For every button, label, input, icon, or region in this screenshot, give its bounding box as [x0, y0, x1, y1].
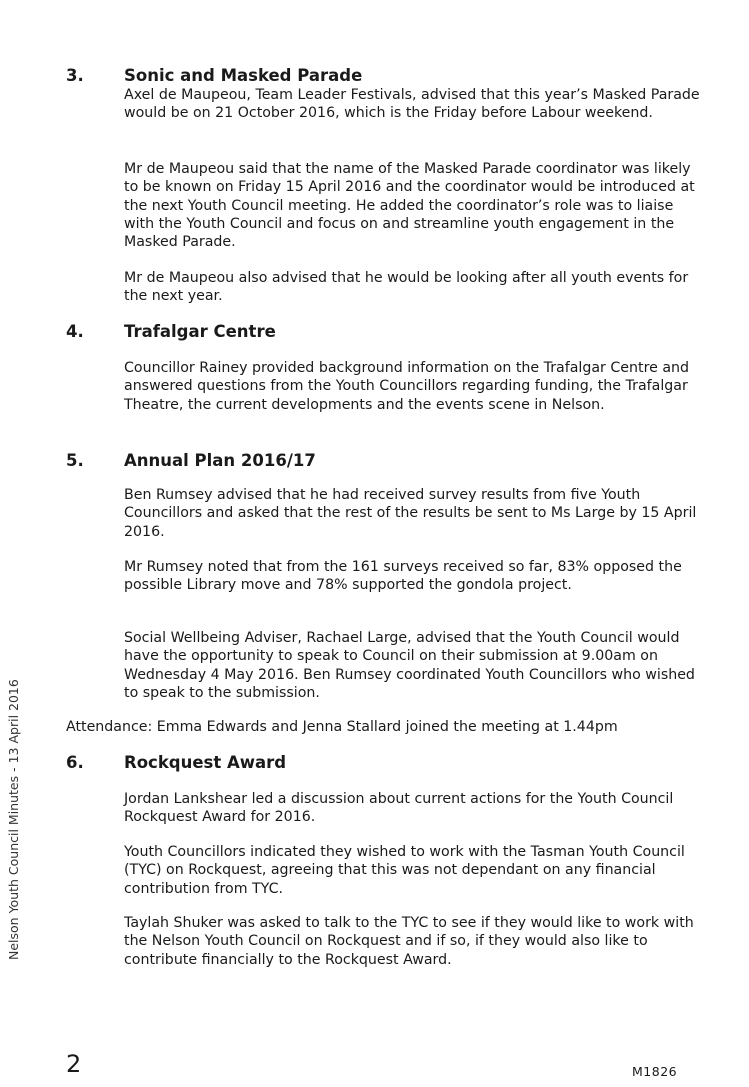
paragraph: Mr de Maupeou also advised that he would be looking after all youth events for the next year. [124, 270, 689, 305]
paragraph: Social Wellbeing Adviser, Rachael Large, advised that the Youth Council would have the opportunity to speak to Council on their submission at 9.00am on Wednesday 4 May 2016. Ben Rumsey coordinated Youth Councillors who wished to speak to the submission. [124, 630, 695, 701]
paragraph: Jordan Lankshear led a discussion about current actions for the Youth Council Rockquest Award for 2016. [124, 791, 674, 826]
paragraph: Youth Councillors indicated they wished to work with the Tasman Youth Council (TYC) on Rockquest, agreeing that this was not dependant on any financial contribution from TYC. [124, 844, 685, 897]
section-number: 3. [66, 66, 84, 85]
paragraph: Ben Rumsey advised that he had received survey results from five Youth Councillors and asked that the rest of the results be sent to Ms Large by 15 April 2016. [124, 487, 697, 540]
attendance-note: Attendance: Emma Edwards and Jenna Stallard joined the meeting at 1.44pm [66, 719, 618, 735]
section-number: 5. [66, 451, 84, 470]
section-heading: Sonic and Masked Parade [124, 66, 363, 85]
section-number: 4. [66, 322, 84, 341]
paragraph: Councillor Rainey provided background information on the Trafalgar Centre and answered questions from the Youth Councillors regarding funding, the Trafalgar Theatre, the current developments and the events scene in Nelson. [124, 360, 690, 413]
section-heading: Rockquest Award [124, 753, 287, 772]
section-heading: Annual Plan 2016/17 [124, 451, 316, 470]
paragraph: Axel de Maupeou, Team Leader Festivals, advised that this year’s Masked Parade would be on 21 October 2016, which is the Friday before Labour weekend. [124, 87, 700, 122]
paragraph: Mr Rumsey noted that from the 161 surveys received so far, 83% opposed the possible Library move and 78% supported the gondola project. [124, 559, 682, 594]
paragraph: Taylah Shuker was asked to talk to the TYC to see if they would like to work with the Nelson Youth Council on Rockquest and if so, if they would also like to contribute financially to the Rockquest Award. [124, 915, 694, 968]
paragraph: Mr de Maupeou said that the name of the Masked Parade coordinator was likely to be known on Friday 15 April 2016 and the coordinator would be introduced at the next Youth Council meeting. He added the coordinator’s role was to liaise with the Youth Council and focus on and streamline youth engagement in the Masked Parade. [124, 161, 695, 251]
section-heading: Trafalgar Centre [124, 322, 276, 341]
page-number: 2 [66, 1050, 82, 1078]
side-document-label: Nelson Youth Council Minutes - 13 April 2016 [6, 679, 21, 960]
section-number: 6. [66, 753, 84, 772]
document-code: M1826 [632, 1064, 678, 1079]
